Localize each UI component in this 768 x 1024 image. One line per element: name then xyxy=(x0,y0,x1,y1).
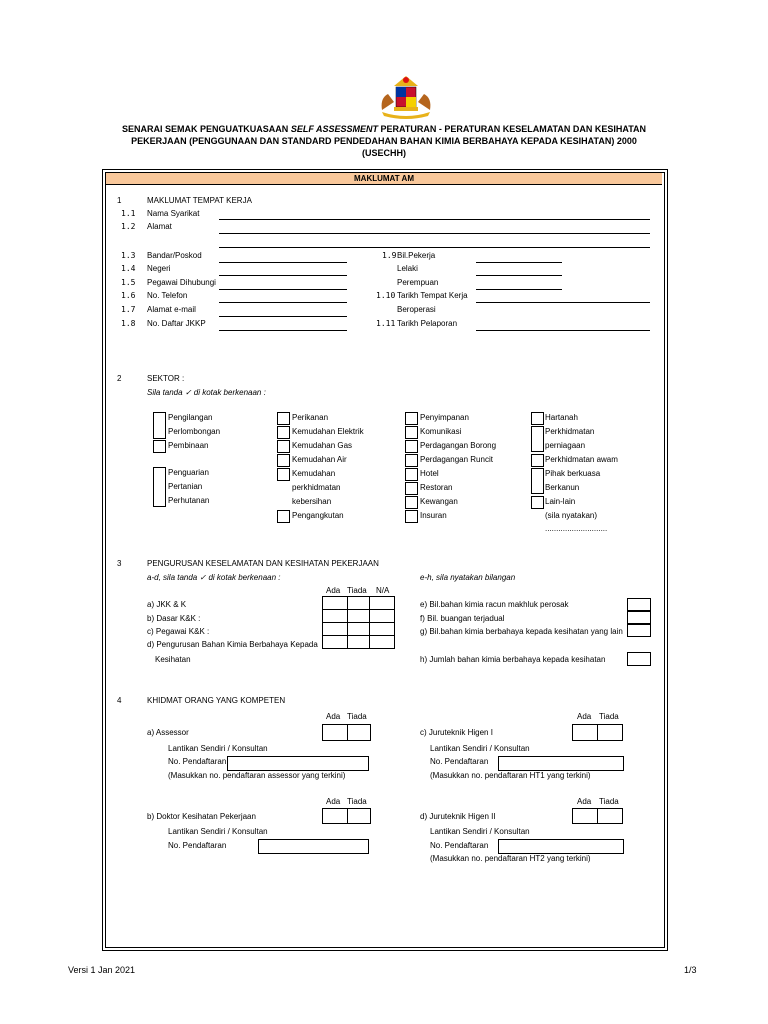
tiada-cell[interactable] xyxy=(348,809,371,824)
grid-cell[interactable] xyxy=(370,597,395,610)
lelaki-label: Lelaki xyxy=(397,264,418,273)
alamat-field-2[interactable] xyxy=(219,247,650,248)
s1-row-num: 1.11 xyxy=(376,319,396,328)
sektor-checkbox[interactable] xyxy=(277,510,290,523)
sektor-option: Berkanun xyxy=(545,483,580,492)
alamat-field-1[interactable] xyxy=(219,233,650,234)
ada-cell[interactable] xyxy=(573,809,598,824)
tiada-label: Tiada xyxy=(599,712,619,721)
sektor-option: Pembinaan xyxy=(168,441,209,450)
higen2-pendaftaran-input[interactable] xyxy=(498,839,624,854)
sektor-checkbox[interactable] xyxy=(531,454,544,467)
no-pendaftaran-label: No. Pendaftaran xyxy=(168,841,227,850)
alamat-email-field[interactable] xyxy=(219,316,347,317)
title-line1-part2: PERATURAN - PERATURAN KESELAMATAN DAN KESIHATAN xyxy=(380,124,647,134)
sektor-option: Kemudahan xyxy=(292,469,336,478)
ada-label: Ada xyxy=(577,712,592,721)
sektor-option: Pengangkutan xyxy=(292,511,344,520)
ada-cell[interactable] xyxy=(323,809,348,824)
lantikan-label: Lantikan Sendiri / Konsultan xyxy=(430,744,530,753)
sektor-option: Lain-lain xyxy=(545,497,576,506)
sektor-option: Perdagangan Borong xyxy=(420,441,497,450)
sektor-option: kebersihan xyxy=(292,497,332,506)
footer-version: Versi 1 Jan 2021 xyxy=(68,965,136,975)
lain-lain-dotted-field[interactable]: ............................ xyxy=(545,524,608,533)
s1-row-label: Tarikh Pelaporan xyxy=(397,319,458,328)
bandar-poskod-field[interactable] xyxy=(219,262,347,263)
form-title xyxy=(100,123,668,135)
s1-row-num: 1.1 xyxy=(121,209,136,218)
section-bar-maklumat-am: MAKLUMAT AM xyxy=(106,173,662,185)
s3-right-item: g) Bil.bahan kimia berbahaya kepada kesihatan yang lain xyxy=(420,627,623,636)
bil-buangan-input[interactable] xyxy=(627,611,651,624)
no-telefon-field[interactable] xyxy=(219,302,347,303)
sektor-checkbox[interactable] xyxy=(405,440,418,453)
sektor-checkbox[interactable] xyxy=(531,496,544,509)
sektor-option: Perkhidmatan xyxy=(545,427,595,436)
sektor-checkbox[interactable] xyxy=(531,468,544,494)
sektor-checkbox[interactable] xyxy=(531,426,544,452)
s1-row-num: 1.7 xyxy=(121,305,136,314)
s4-number: 4 xyxy=(117,696,122,705)
s1-number: 1 xyxy=(117,196,122,205)
s1-row-num: 1.6 xyxy=(121,291,136,300)
s1-row-label: Negeri xyxy=(147,264,171,273)
sektor-option: Pihak berkuasa xyxy=(545,469,601,478)
tiada-label: Tiada xyxy=(347,797,367,806)
s1-title: MAKLUMAT TEMPAT KERJA xyxy=(147,196,252,205)
sektor-checkbox[interactable] xyxy=(405,510,418,523)
s1-row-label: No. Telefon xyxy=(147,291,188,300)
sektor-option: Perdagangan Runcit xyxy=(420,455,493,464)
s3-instruction-left: a-d, sila tanda ✓ di kotak berkenaan : xyxy=(147,573,281,582)
assessor-note: (Masukkan no. pendaftaran assessor yang terkini) xyxy=(168,771,346,780)
s4-title: KHIDMAT ORANG YANG KOMPETEN xyxy=(147,696,286,705)
s3-number: 3 xyxy=(117,559,122,568)
nama-syarikat-field[interactable] xyxy=(219,219,650,220)
sektor-option: Kewangan xyxy=(420,497,458,506)
sektor-option: Perikanan xyxy=(292,413,329,422)
sektor-checkbox[interactable] xyxy=(405,496,418,509)
grid-cell[interactable] xyxy=(348,610,370,623)
s1-row-label: Alamat e-mail xyxy=(147,305,196,314)
s1-row-label: Nama Syarikat xyxy=(147,209,200,218)
check-mark-icon: ✓ xyxy=(184,388,192,397)
sektor-option: (sila nyatakan) xyxy=(545,511,598,520)
grid-cell[interactable] xyxy=(348,623,370,636)
higen2-label: d) Juruteknik Higen II xyxy=(420,812,496,821)
sektor-option: Kemudahan Elektrik xyxy=(292,427,364,436)
pegawai-dihubungi-field[interactable] xyxy=(219,289,347,290)
higen1-label: c) Juruteknik Higen I xyxy=(420,728,493,737)
col-head-ada: Ada xyxy=(326,586,341,595)
ada-label: Ada xyxy=(577,797,592,806)
col-head-tiada: Tiada xyxy=(347,586,367,595)
higen1-pendaftaran-input[interactable] xyxy=(498,756,624,771)
no-daftar-jkkp-field[interactable] xyxy=(219,330,347,331)
higen1-note: (Masukkan no. pendaftaran HT1 yang terkini) xyxy=(430,771,591,780)
s1-row-label: No. Daftar JKKP xyxy=(147,319,206,328)
s1-row-num: 1.5 xyxy=(121,278,136,287)
higen2-check-grid xyxy=(572,808,623,824)
sektor-checkbox[interactable] xyxy=(531,412,544,425)
s1-row-num: 1.4 xyxy=(121,264,136,273)
sektor-option: Kemudahan Gas xyxy=(292,441,353,450)
bil-pekerja-field[interactable] xyxy=(476,262,562,263)
perempuan-label: Perempuan xyxy=(397,278,439,287)
sektor-checkbox[interactable] xyxy=(405,468,418,481)
s3-instruction-right: e-h, sila nyatakan bilangan xyxy=(420,573,516,582)
s1-row-num: 1.3 xyxy=(121,251,136,260)
s2-title: SEKTOR : xyxy=(147,374,185,383)
sektor-checkbox[interactable] xyxy=(277,426,290,439)
grid-cell[interactable] xyxy=(370,610,395,623)
s3-right-item: h) Jumlah bahan kimia berbahaya kepada kesihatan xyxy=(420,655,606,664)
higen1-check-grid xyxy=(572,724,623,741)
sektor-checkbox[interactable] xyxy=(277,454,290,467)
sektor-option: Komunikasi xyxy=(420,427,462,436)
bil-racun-input[interactable] xyxy=(627,598,651,611)
sektor-checkbox[interactable] xyxy=(277,440,290,453)
s1-row-num: 1.10 xyxy=(376,291,396,300)
sektor-option: Perkhidmatan awam xyxy=(545,455,618,464)
s3-right-item: f) Bil. buangan terjadual xyxy=(420,614,505,623)
sektor-option: Penyimpanan xyxy=(420,413,469,422)
lantikan-label: Lantikan Sendiri / Konsultan xyxy=(168,827,268,836)
s2-number: 2 xyxy=(117,374,122,383)
no-pendaftaran-label: No. Pendaftaran xyxy=(168,757,227,766)
ada-label: Ada xyxy=(326,712,341,721)
ada-label: Ada xyxy=(326,797,341,806)
no-pendaftaran-label: No. Pendaftaran xyxy=(430,757,489,766)
no-pendaftaran-label: No. Pendaftaran xyxy=(430,841,489,850)
perempuan-field[interactable] xyxy=(476,289,562,290)
grid-cell[interactable] xyxy=(370,636,395,649)
doktor-pendaftaran-input[interactable] xyxy=(258,839,369,854)
higen2-note: (Masukkan no. pendaftaran HT2 yang terkini) xyxy=(430,854,591,863)
tiada-cell[interactable] xyxy=(598,809,623,824)
doktor-check-grid xyxy=(322,808,371,824)
assessor-check-grid xyxy=(322,724,371,741)
s3-title: PENGURUSAN KESELAMATAN DAN KESIHATAN PEKERJAAN xyxy=(147,559,379,568)
tiada-cell[interactable] xyxy=(598,725,623,741)
footer-page-number: 1/3 xyxy=(684,965,697,975)
bil-kimia-lain-input[interactable] xyxy=(627,624,651,637)
sektor-option: Hartanah xyxy=(545,413,578,422)
s3-left-item: c) Pegawai K&K : xyxy=(147,627,210,636)
lantikan-label: Lantikan Sendiri / Konsultan xyxy=(430,827,530,836)
title-line3: (USECHH) xyxy=(362,148,406,158)
negeri-field[interactable] xyxy=(219,275,347,276)
ada-cell[interactable] xyxy=(323,725,348,741)
lelaki-field[interactable] xyxy=(476,275,562,276)
sektor-checkbox[interactable] xyxy=(153,440,166,453)
title-line1-part1: SENARAI SEMAK PENGUATKUASAAN xyxy=(121,124,289,134)
doktor-label: b) Doktor Kesihatan Pekerjaan xyxy=(147,812,256,821)
s1-row-num: 1.2 xyxy=(121,222,136,231)
sektor-checkbox-group[interactable] xyxy=(153,412,166,439)
sektor-option: Perlombongan xyxy=(168,427,221,436)
sektor-checkbox[interactable] xyxy=(405,454,418,467)
s1-row-num: 1.9 xyxy=(382,251,397,260)
tarikh-pelaporan-field[interactable] xyxy=(476,330,650,331)
sektor-option: perkhidmatan xyxy=(292,483,341,492)
s1-row-label: Bil.Pekerja xyxy=(397,251,436,260)
grid-cell[interactable] xyxy=(348,597,370,610)
sektor-option: Hotel xyxy=(420,469,439,478)
tarikh-tempat-kerja-field[interactable] xyxy=(476,302,650,303)
sektor-option: Pengilangan xyxy=(168,413,213,422)
sektor-checkbox[interactable] xyxy=(405,482,418,495)
beroperasi-label: Beroperasi xyxy=(397,305,436,314)
grid-cell[interactable] xyxy=(370,623,395,636)
ada-cell[interactable] xyxy=(573,725,598,741)
col-head-na: N/A xyxy=(376,586,390,595)
sektor-option: perniagaan xyxy=(545,441,586,450)
s1-row-num: 1.8 xyxy=(121,319,136,328)
check-mark-icon: ✓ xyxy=(199,573,207,582)
sektor-option: Restoran xyxy=(420,483,453,492)
s3-right-item: e) Bil.bahan kimia racun makhluk perosak xyxy=(420,600,569,609)
s1-row-label: Tarikh Tempat Kerja xyxy=(397,291,468,300)
sektor-option: Kemudahan Air xyxy=(292,455,347,464)
grid-cell[interactable] xyxy=(323,597,348,610)
assessor-pendaftaran-input[interactable] xyxy=(227,756,369,771)
sektor-checkbox[interactable] xyxy=(277,468,290,481)
assessor-label: a) Assessor xyxy=(147,728,189,737)
s3-left-item: Kesihatan xyxy=(155,655,191,664)
s3-left-item: b) Dasar K&K : xyxy=(147,614,201,623)
sektor-checkbox[interactable] xyxy=(277,412,290,425)
s1-row-label: Bandar/Poskod xyxy=(147,251,202,260)
jumlah-kimia-input[interactable] xyxy=(627,652,651,666)
title-line1-italic: SELF ASSESSMENT xyxy=(290,124,379,134)
grid-cell[interactable] xyxy=(323,610,348,623)
tiada-label: Tiada xyxy=(599,797,619,806)
sektor-checkbox[interactable] xyxy=(405,412,418,425)
tiada-cell[interactable] xyxy=(348,725,371,741)
s3-left-item: d) Pengurusan Bahan Kimia Berbahaya Kepada xyxy=(147,640,318,649)
s3-left-item: a) JKK & K xyxy=(147,600,187,609)
tiada-label: Tiada xyxy=(347,712,367,721)
s3-check-grid xyxy=(322,596,395,649)
grid-cell[interactable] xyxy=(323,636,348,649)
sektor-option: Insuran xyxy=(420,511,447,520)
lantikan-label: Lantikan Sendiri / Konsultan xyxy=(168,744,268,753)
s1-row-label: Alamat xyxy=(147,222,172,231)
sektor-option: Pertanian xyxy=(168,482,203,491)
grid-cell[interactable] xyxy=(323,623,348,636)
sektor-checkbox[interactable] xyxy=(405,426,418,439)
grid-cell[interactable] xyxy=(348,636,370,649)
sektor-checkbox-group[interactable] xyxy=(153,467,166,507)
title-line2: PEKERJAAN (PENGGUNAAN DAN STANDARD PENDEDAHAN BAHAN KIMIA BERBAHAYA KEPADA KESIHATAN) 2000 xyxy=(131,136,637,146)
malaysia-crest-icon xyxy=(372,72,440,122)
s2-instruction: Sila tanda ✓ di kotak berkenaan : xyxy=(147,388,266,397)
sektor-option: Perhutanan xyxy=(168,496,210,505)
sektor-option: Penguarian xyxy=(168,468,209,477)
s1-row-label: Pegawai Dihubungi xyxy=(147,278,216,287)
